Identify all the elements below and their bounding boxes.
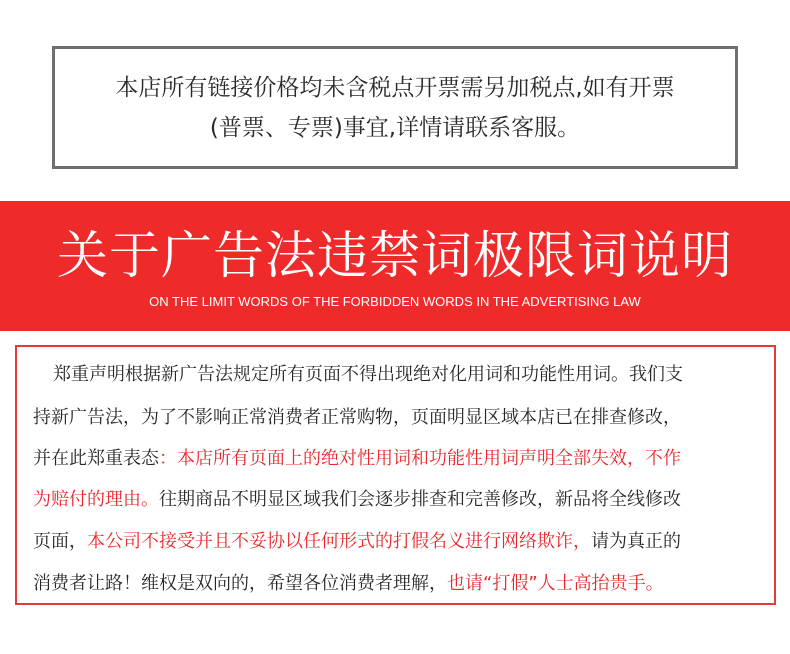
statement-line-6 — [33, 571, 664, 597]
statement-text: 请为真正的 — [591, 531, 681, 552]
notice-line-2: (普票、专票)事宜,详情请联系客服。 — [209, 114, 581, 141]
statement-highlight: 也请“打假”人士高抬贵手。 — [447, 573, 664, 594]
statement-line-5 — [33, 529, 681, 555]
statement-text: 并在此郑重表态 — [33, 448, 159, 469]
notice-line-1: 本店所有链接价格均未含税点开票需另加税点,如有开票 — [115, 74, 675, 101]
disclaimer-statement — [15, 345, 776, 605]
banner-title: 关于广告法违禁词极限词说明 — [56, 227, 733, 286]
statement-line-1 — [33, 362, 683, 388]
statement-line-2 — [33, 405, 681, 431]
statement-highlight: 本公司不接受并且不妥协以任何形式的打假名义进行网络欺诈， — [87, 531, 591, 552]
statement-line-4 — [33, 487, 681, 513]
statement-text: 往期商品不明显区域我们会逐步排查和完善修改，新品将全线修改 — [159, 489, 681, 510]
statement-highlight: ：本店所有页面上的绝对性用词和功能性用词声明全部失效，不作 — [159, 448, 681, 469]
statement-text: 消费者让路！维权是双向的，希望各位消费者理解， — [33, 573, 447, 594]
advertising-law-banner — [0, 201, 790, 331]
statement-text: 郑重声明根据新广告法规定所有页面不得出现绝对化用词和功能性用词。我们支 — [53, 364, 683, 385]
tax-invoice-notice — [52, 46, 738, 169]
statement-highlight: 为赔付的理由。 — [33, 489, 159, 510]
statement-line-3 — [33, 446, 681, 472]
banner-subtitle: ON THE LIMIT WORDS OF THE FORBIDDEN WORDS IN THE ADVERTISING LAW — [149, 294, 641, 309]
statement-text: 页面， — [33, 531, 87, 552]
statement-text: 持新广告法，为了不影响正常消费者正常购物，页面明显区域本店已在排查修改， — [33, 407, 681, 428]
